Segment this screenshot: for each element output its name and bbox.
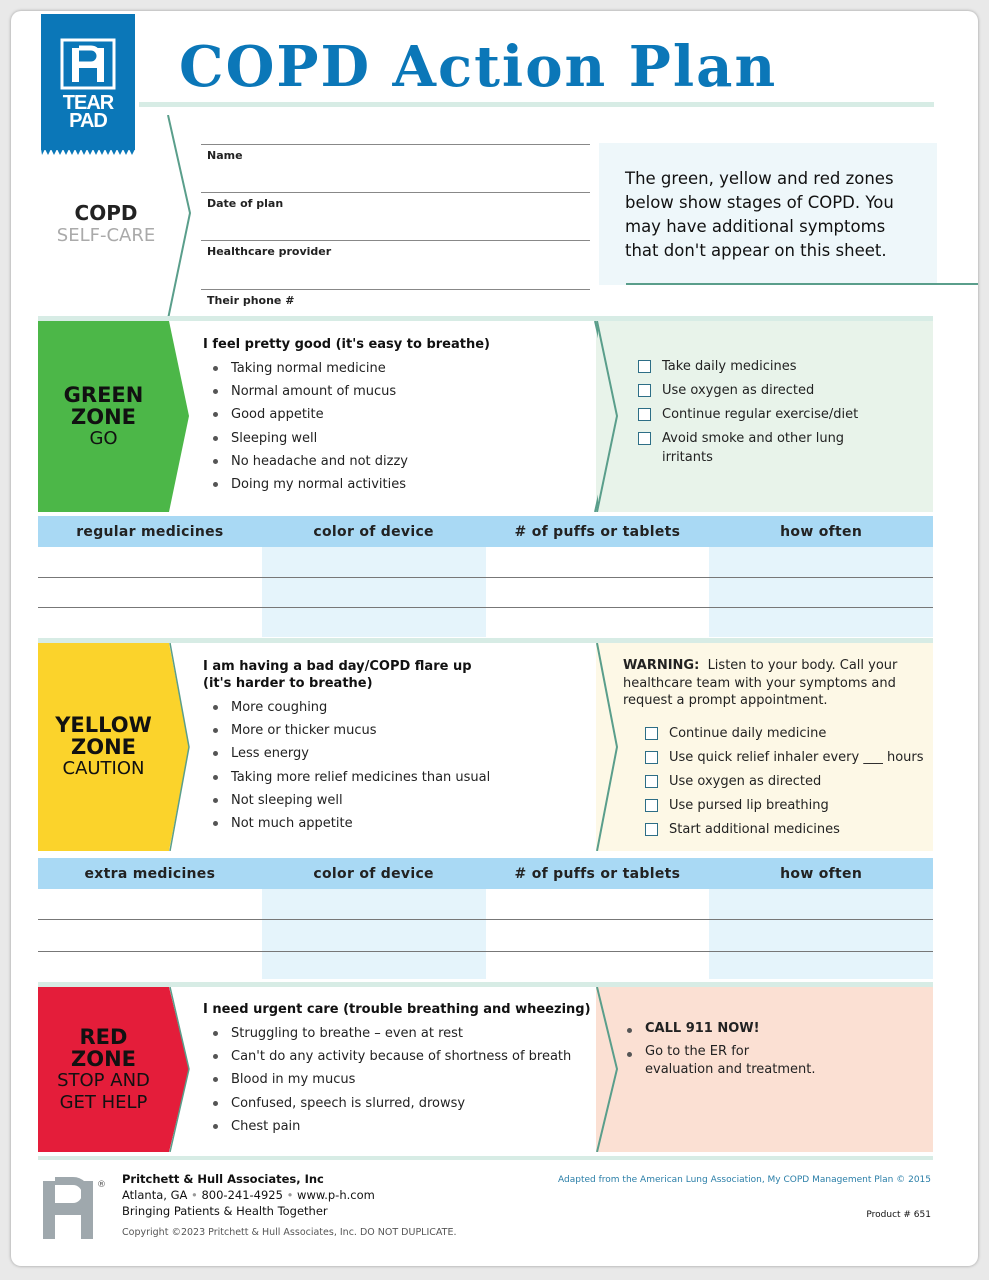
date-of-plan-field[interactable] — [201, 192, 590, 239]
list-item: Taking normal medicine — [203, 357, 490, 380]
yellow-zone-divider — [595, 643, 621, 851]
list-item: Not sleeping well — [203, 789, 490, 812]
warning-text: Listen to your body. Call your healthcare team with your symptoms and request a prompt appointment. — [623, 658, 898, 708]
column-header: regular medicines — [76, 524, 224, 540]
company-name: Pritchett & Hull Associates, Inc — [122, 1172, 324, 1186]
column-header: color of device — [313, 866, 434, 882]
checkbox-item[interactable]: Use quick relief inhaler every ___ hours — [645, 748, 935, 767]
table-header — [38, 516, 933, 547]
table-cell[interactable] — [262, 547, 486, 637]
tear-pad-logo — [41, 14, 135, 150]
logo-tear: TEAR — [62, 92, 114, 114]
table-cell[interactable] — [709, 889, 933, 979]
table-body[interactable] — [38, 889, 933, 979]
intro-underline — [626, 283, 978, 285]
red-actions — [617, 1019, 817, 1079]
intro-box — [599, 143, 937, 285]
red-zone-edge — [166, 987, 196, 1152]
checkbox-item[interactable]: Use oxygen as directed — [645, 772, 935, 791]
column-header: extra medicines — [84, 866, 216, 882]
row-divider — [38, 951, 933, 952]
list-item: Doing my normal activities — [203, 473, 490, 496]
warning-label: WARNING: — [623, 658, 700, 673]
green-zone-label — [38, 321, 169, 512]
page-title: COPD Action Plan — [179, 34, 778, 100]
table-cell[interactable] — [709, 547, 933, 637]
yellow-heading-2: (it's harder to breathe) — [203, 676, 373, 691]
column-header: how often — [780, 524, 863, 540]
red-zone-label — [38, 987, 169, 1152]
green-actions — [638, 357, 898, 472]
intro-text: The green, yellow and red zones below show stages of COPD. You may have additional symptoms that don't appear on this sheet. — [625, 169, 894, 260]
ph-logo-icon — [58, 38, 118, 90]
yellow-zone-sub: CAUTION — [62, 758, 145, 779]
footer-company: Pritchett & Hull Associates, Inc Atlanta, GA • 800-241-4925 • www.p-h.com Bringing Patients & Health Together — [122, 1172, 375, 1218]
copyright: Copyright ©2023 Pritchett & Hull Associates, Inc. DO NOT DUPLICATE. — [122, 1227, 457, 1238]
list-item: Not much appetite — [203, 812, 490, 835]
checkbox-item[interactable]: Use oxygen as directed — [638, 381, 898, 400]
green-zone-sub: GO — [89, 427, 118, 449]
product-number: Product # 651 — [866, 1210, 931, 1220]
green-heading: I feel pretty good (it's easy to breathe) — [203, 337, 490, 352]
self-care-divider — [166, 115, 196, 319]
yellow-zone-edge — [166, 643, 196, 851]
list-item: More or thicker mucus — [203, 719, 490, 742]
red-zone-sub: STOP AND GET HELP — [57, 1069, 150, 1113]
self-care-label — [36, 201, 176, 247]
row-divider — [38, 919, 933, 920]
table-cell[interactable] — [486, 889, 710, 979]
company-tagline: Bringing Patients & Health Together — [122, 1204, 328, 1218]
svg-text:®: ® — [97, 1180, 106, 1190]
phone-label: Their phone # — [207, 294, 295, 307]
action-plan-sheet — [11, 11, 978, 1266]
yellow-symptoms — [203, 658, 490, 835]
yellow-zone-title: YELLOW ZONE — [55, 713, 152, 759]
list-item: Chest pain — [203, 1115, 591, 1138]
yellow-zone-label — [38, 643, 169, 851]
list-item: Struggling to breathe – even at rest — [203, 1022, 591, 1045]
yellow-warning — [623, 657, 923, 710]
phone-field[interactable] — [201, 289, 590, 318]
table-cell[interactable] — [38, 889, 262, 979]
extra-medicines-table — [38, 858, 933, 979]
list-item: Sleeping well — [203, 427, 490, 450]
column-header: # of puffs or tablets — [514, 866, 681, 882]
list-item: Can't do any activity because of shortness of breath — [203, 1045, 591, 1068]
green-zone-title: GREEN ZONE — [63, 382, 144, 429]
list-item: More coughing — [203, 696, 490, 719]
ph-footer-logo-icon — [39, 1175, 107, 1241]
title-underline — [139, 102, 934, 107]
list-item: Blood in my mucus — [203, 1068, 591, 1091]
list-item: No headache and not dizzy — [203, 450, 490, 473]
yellow-heading-1: I am having a bad day/COPD flare up — [203, 659, 472, 674]
column-header: # of puffs or tablets — [514, 524, 681, 540]
name-field[interactable] — [201, 144, 590, 191]
table-body[interactable] — [38, 547, 933, 637]
footer-band — [38, 1156, 933, 1160]
list-item: Taking more relief medicines than usual — [203, 766, 490, 789]
column-header: color of device — [313, 524, 434, 540]
table-header — [38, 858, 933, 889]
name-label: Name — [207, 149, 243, 162]
company-address: Atlanta, GA — [122, 1188, 188, 1202]
green-symptoms — [203, 336, 490, 496]
red-heading: I need urgent care (trouble breathing and wheezing) — [203, 1002, 591, 1017]
checkbox-item[interactable]: Use pursed lip breathing — [645, 796, 935, 815]
table-cell[interactable] — [262, 889, 486, 979]
checkbox-item[interactable]: Avoid smoke and other lung irritants — [638, 429, 852, 467]
company-web-link[interactable]: www.p-h.com — [297, 1188, 375, 1202]
list-item: Confused, speech is slurred, drowsy — [203, 1092, 591, 1115]
row-divider — [38, 577, 933, 578]
checkbox-item[interactable]: Continue regular exercise/diet — [638, 405, 898, 424]
provider-label: Healthcare provider — [207, 245, 332, 258]
table-cell[interactable] — [38, 547, 262, 637]
adapted-credit: Adapted from the American Lung Association, My COPD Management Plan © 2015 — [558, 1175, 931, 1185]
list-item: Normal amount of mucus — [203, 380, 490, 403]
checkbox-item[interactable]: Start additional medicines — [645, 820, 935, 839]
green-zone-divider — [595, 321, 621, 512]
list-item: Less energy — [203, 742, 490, 765]
logo-pad: PAD — [69, 110, 107, 132]
list-item: Go to the ER for evaluation and treatment. — [617, 1043, 817, 1079]
self-care-copd: COPD — [74, 201, 138, 225]
date-label: Date of plan — [207, 197, 284, 210]
yellow-actions — [645, 724, 935, 844]
row-divider — [38, 607, 933, 608]
healthcare-provider-field[interactable] — [201, 240, 590, 287]
list-item: Good appetite — [203, 403, 490, 426]
red-zone-title: RED ZONE — [71, 1024, 136, 1071]
company-phone: 800-241-4925 — [201, 1188, 283, 1202]
red-symptoms — [203, 1001, 591, 1138]
list-item: CALL 911 NOW! — [617, 1019, 817, 1039]
checkbox-item[interactable]: Continue daily medicine — [645, 724, 935, 743]
serrated-edge-icon — [41, 149, 135, 155]
regular-medicines-table — [38, 516, 933, 637]
checkbox-item[interactable]: Take daily medicines — [638, 357, 898, 376]
self-care-text: SELF-CARE — [56, 225, 156, 246]
column-header: how often — [780, 866, 863, 882]
table-cell[interactable] — [486, 547, 710, 637]
